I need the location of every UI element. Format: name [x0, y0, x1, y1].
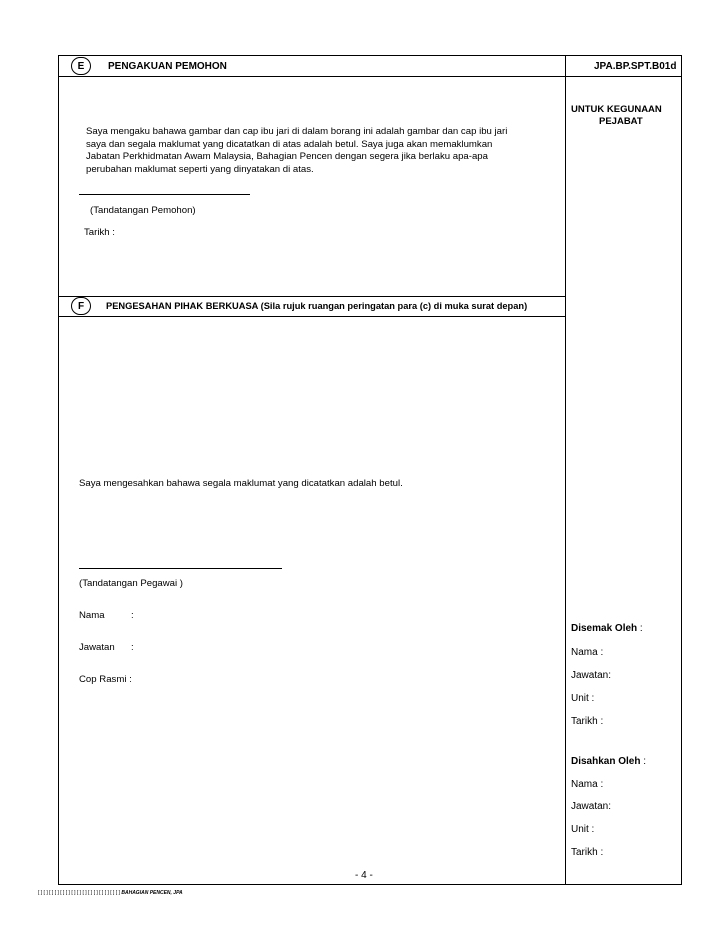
officer-signature-line[interactable]: [79, 568, 282, 569]
approved-by-title: Disahkan Oleh :: [571, 756, 647, 767]
section-f-header-bottom: [58, 316, 566, 317]
checked-by-name-label: Nama :: [571, 647, 604, 658]
checked-by-position-label: Jawatan:: [571, 670, 612, 681]
approved-by-unit-label: Unit :: [571, 824, 595, 835]
office-use-title: UNTUK KEGUNAAN: [571, 104, 662, 115]
applicant-signature-label: (Tandatangan Pemohon): [90, 205, 196, 216]
declaration-line: saya dan segala maklumat yang dicatatkan di atas adalah betul. Saya juga akan memaklumkan: [86, 138, 493, 150]
declaration-line: Saya mengaku bahawa gambar dan cap ibu jari di dalam borang ini adalah gambar dan cap ibu jari: [86, 126, 508, 137]
checked-by-title: Disemak Oleh :: [571, 623, 643, 634]
approved-by-position-label: Jawatan:: [571, 801, 612, 812]
form-reference-code: JPA.BP.SPT.B01d: [594, 61, 677, 72]
office-column-divider: [565, 55, 566, 885]
applicant-date-label: Tarikh :: [84, 227, 115, 238]
official-stamp-label: Cop Rasmi :: [79, 674, 132, 685]
section-f-header-top: [58, 296, 566, 297]
applicant-signature-line[interactable]: [79, 194, 250, 195]
section-e-header-divider: [58, 76, 682, 77]
checked-by-unit-label: Unit :: [571, 693, 595, 704]
section-e-badge: E: [71, 57, 91, 75]
declaration-line: Jabatan Perkhidmatan Awam Malaysia, Bahagian Pencen dengan segera jika berlaku apa-apa: [86, 151, 488, 162]
section-f-badge: F: [71, 297, 91, 315]
applicant-declaration: [86, 126, 556, 176]
authority-statement: Saya mengesahkan bahawa segala maklumat yang dicatatkan adalah betul.: [79, 478, 403, 489]
officer-position-label: Jawatan: [79, 642, 115, 653]
officer-name-label: Nama: [79, 610, 105, 621]
footer-organisation: BAHAGIAN PENCEN, JPA: [121, 890, 183, 896]
declaration-line: perubahan maklumat seperti yang dinyatakan di atas.: [86, 163, 314, 175]
officer-name-colon: :: [131, 610, 134, 621]
approved-by-name-label: Nama :: [571, 779, 604, 790]
footer-codes: [ ] [ ] [ ] [ ] [ ] [ ] [ ] [ ] [ ] [ ] [ ] [ ] [ ] [ ] [ ]: [38, 890, 120, 896]
officer-signature-label: (Tandatangan Pegawai ): [79, 578, 184, 589]
officer-position-colon: :: [131, 642, 134, 653]
page-footer: [38, 890, 183, 896]
office-use-subtitle: PEJABAT: [599, 116, 643, 127]
page-number: - 4 -: [355, 870, 373, 881]
section-e-title: PENGAKUAN PEMOHON: [108, 61, 227, 72]
section-f-title: PENGESAHAN PIHAK BERKUASA (Sila rujuk ruangan peringatan para (c) di muka surat depan): [106, 301, 528, 311]
checked-by-date-label: Tarikh :: [571, 716, 604, 727]
approved-by-date-label: Tarikh :: [571, 847, 604, 858]
